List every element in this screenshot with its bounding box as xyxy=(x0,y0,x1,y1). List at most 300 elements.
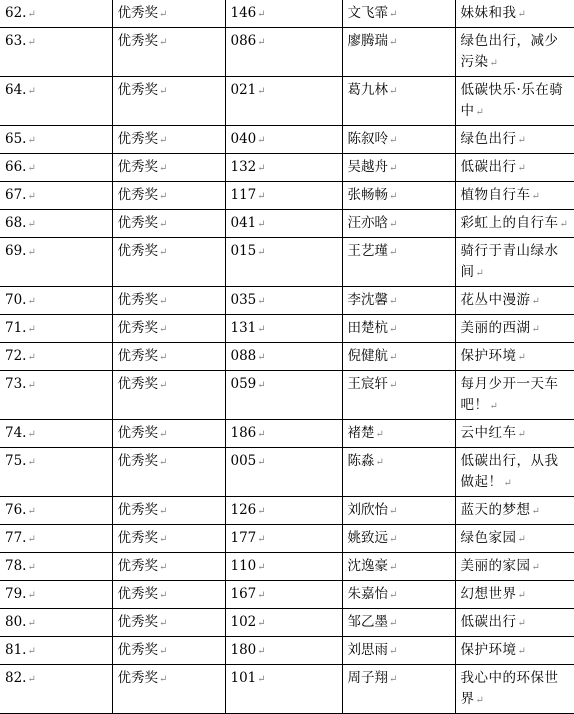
author-name: 张畅畅 xyxy=(347,187,388,203)
paragraph-mark-icon: ↵ xyxy=(159,534,168,545)
row-number: 82. xyxy=(5,670,27,686)
row-number-cell xyxy=(0,154,112,182)
title-cell xyxy=(455,154,574,182)
paragraph-mark-icon: ↵ xyxy=(389,191,398,202)
award-level: 优秀奖 xyxy=(117,320,158,336)
row-number-cell xyxy=(0,665,112,714)
paragraph-mark-icon: ↵ xyxy=(531,324,540,335)
award-level: 优秀奖 xyxy=(117,586,158,602)
code-cell xyxy=(225,343,342,371)
paragraph-mark-icon: ↵ xyxy=(517,135,526,146)
paragraph-mark-icon: ↵ xyxy=(257,324,266,335)
paragraph-mark-icon: ↵ xyxy=(257,352,266,363)
author-name: 刘思雨 xyxy=(347,642,388,658)
row-number-cell xyxy=(0,420,112,448)
row-number: 76. xyxy=(5,502,27,518)
paragraph-mark-icon: ↵ xyxy=(27,352,36,363)
table-row xyxy=(0,525,574,553)
table-row xyxy=(0,238,574,287)
author-name: 王宸轩 xyxy=(347,376,388,392)
paragraph-mark-icon: ↵ xyxy=(27,380,36,391)
title-cell xyxy=(455,77,574,126)
row-number: 80. xyxy=(5,614,27,630)
paragraph-mark-icon: ↵ xyxy=(489,58,498,69)
paragraph-mark-icon: ↵ xyxy=(257,534,266,545)
row-number-cell xyxy=(0,448,112,497)
paragraph-mark-icon: ↵ xyxy=(27,457,36,468)
author-name: 姚致远 xyxy=(347,530,388,546)
work-title: 绿色家园 xyxy=(460,530,517,546)
name-cell xyxy=(342,420,455,448)
title-cell xyxy=(455,581,574,609)
award-cell xyxy=(112,525,225,553)
entry-code: 117 xyxy=(230,187,257,203)
paragraph-mark-icon: ↵ xyxy=(389,135,398,146)
row-number: 77. xyxy=(5,530,27,546)
table-row xyxy=(0,609,574,637)
row-number-cell xyxy=(0,238,112,287)
paragraph-mark-icon: ↵ xyxy=(257,9,266,20)
table-row xyxy=(0,637,574,665)
paragraph-mark-icon: ↵ xyxy=(257,219,266,230)
paragraph-mark-icon: ↵ xyxy=(517,534,526,545)
author-name: 廖腾瑞 xyxy=(347,33,388,49)
name-cell xyxy=(342,665,455,714)
work-title: 美丽的家园 xyxy=(460,558,531,574)
table-row xyxy=(0,210,574,238)
entry-code: 126 xyxy=(230,502,257,518)
code-cell xyxy=(225,525,342,553)
entry-code: 041 xyxy=(230,215,257,231)
award-level: 优秀奖 xyxy=(117,131,158,147)
name-cell xyxy=(342,448,455,497)
paragraph-mark-icon: ↵ xyxy=(27,674,36,685)
award-level: 优秀奖 xyxy=(117,614,158,630)
paragraph-mark-icon: ↵ xyxy=(27,429,36,440)
paragraph-mark-icon: ↵ xyxy=(159,562,168,573)
work-title: 每月少开一天车吧！ xyxy=(460,376,559,413)
paragraph-mark-icon: ↵ xyxy=(389,9,398,20)
row-number-cell xyxy=(0,637,112,665)
work-title: 幻想世界 xyxy=(460,586,517,602)
paragraph-mark-icon: ↵ xyxy=(27,296,36,307)
code-cell xyxy=(225,28,342,77)
paragraph-mark-icon: ↵ xyxy=(27,646,36,657)
title-cell xyxy=(455,315,574,343)
row-number-cell xyxy=(0,315,112,343)
award-cell xyxy=(112,343,225,371)
award-level: 优秀奖 xyxy=(117,642,158,658)
award-cell xyxy=(112,371,225,420)
work-title: 妹妹和我 xyxy=(460,5,517,21)
table-row xyxy=(0,154,574,182)
table-row xyxy=(0,420,574,448)
author-name: 周子翔 xyxy=(347,670,388,686)
paragraph-mark-icon: ↵ xyxy=(27,9,36,20)
work-title: 低碳出行 xyxy=(460,159,517,175)
title-cell xyxy=(455,238,574,287)
paragraph-mark-icon: ↵ xyxy=(27,247,36,258)
award-cell xyxy=(112,581,225,609)
row-number-cell xyxy=(0,28,112,77)
title-cell xyxy=(455,287,574,315)
author-name: 田楚杭 xyxy=(347,320,388,336)
name-cell xyxy=(342,553,455,581)
entry-code: 110 xyxy=(230,558,257,574)
row-number: 74. xyxy=(5,425,27,441)
paragraph-mark-icon: ↵ xyxy=(27,219,36,230)
row-number: 70. xyxy=(5,292,27,308)
row-number-cell xyxy=(0,126,112,154)
entry-code: 177 xyxy=(230,530,257,546)
work-title: 保护环境 xyxy=(460,348,517,364)
award-cell xyxy=(112,28,225,77)
code-cell xyxy=(225,210,342,238)
row-number: 62. xyxy=(5,5,27,21)
code-cell xyxy=(225,665,342,714)
entry-code: 102 xyxy=(230,614,257,630)
row-number-cell xyxy=(0,581,112,609)
name-cell xyxy=(342,0,455,28)
row-number-cell xyxy=(0,497,112,525)
code-cell xyxy=(225,581,342,609)
paragraph-mark-icon: ↵ xyxy=(27,135,36,146)
paragraph-mark-icon: ↵ xyxy=(517,618,526,629)
award-level: 优秀奖 xyxy=(117,376,158,392)
table-row xyxy=(0,448,574,497)
title-cell xyxy=(455,371,574,420)
paragraph-mark-icon: ↵ xyxy=(389,646,398,657)
paragraph-mark-icon: ↵ xyxy=(257,37,266,48)
award-level: 优秀奖 xyxy=(117,425,158,441)
award-cell xyxy=(112,315,225,343)
row-number: 64. xyxy=(5,82,27,98)
award-cell xyxy=(112,553,225,581)
entry-code: 131 xyxy=(230,320,257,336)
name-cell xyxy=(342,609,455,637)
work-title: 我心中的环保世界 xyxy=(460,670,559,707)
paragraph-mark-icon: ↵ xyxy=(257,163,266,174)
code-cell xyxy=(225,315,342,343)
entry-code: 086 xyxy=(230,33,257,49)
author-name: 吴越舟 xyxy=(347,159,388,175)
award-cell xyxy=(112,448,225,497)
work-title: 绿色出行，减少污染 xyxy=(460,33,559,70)
paragraph-mark-icon: ↵ xyxy=(27,534,36,545)
award-cell xyxy=(112,609,225,637)
paragraph-mark-icon: ↵ xyxy=(257,86,266,97)
title-cell xyxy=(455,497,574,525)
paragraph-mark-icon: ↵ xyxy=(159,163,168,174)
code-cell xyxy=(225,0,342,28)
row-number: 73. xyxy=(5,376,27,392)
title-cell xyxy=(455,210,574,238)
row-number: 67. xyxy=(5,187,27,203)
row-number: 69. xyxy=(5,243,27,259)
row-number-cell xyxy=(0,287,112,315)
row-number: 72. xyxy=(5,348,27,364)
author-name: 褚楚 xyxy=(347,425,375,441)
row-number-cell xyxy=(0,553,112,581)
entry-code: 059 xyxy=(230,376,257,392)
award-cell xyxy=(112,637,225,665)
row-number-cell xyxy=(0,210,112,238)
paragraph-mark-icon: ↵ xyxy=(159,37,168,48)
paragraph-mark-icon: ↵ xyxy=(475,695,484,706)
table-row xyxy=(0,497,574,525)
paragraph-mark-icon: ↵ xyxy=(517,646,526,657)
row-number-cell xyxy=(0,77,112,126)
award-level: 优秀奖 xyxy=(117,159,158,175)
paragraph-mark-icon: ↵ xyxy=(159,135,168,146)
paragraph-mark-icon: ↵ xyxy=(159,219,168,230)
work-title: 保护环境 xyxy=(460,642,517,658)
paragraph-mark-icon: ↵ xyxy=(27,618,36,629)
paragraph-mark-icon: ↵ xyxy=(389,618,398,629)
paragraph-mark-icon: ↵ xyxy=(27,506,36,517)
award-cell xyxy=(112,77,225,126)
name-cell xyxy=(342,182,455,210)
work-title: 彩虹上的自行车 xyxy=(460,215,559,231)
name-cell xyxy=(342,126,455,154)
paragraph-mark-icon: ↵ xyxy=(389,247,398,258)
paragraph-mark-icon: ↵ xyxy=(27,86,36,97)
paragraph-mark-icon: ↵ xyxy=(389,163,398,174)
author-name: 李沈馨 xyxy=(347,292,388,308)
paragraph-mark-icon: ↵ xyxy=(489,401,498,412)
paragraph-mark-icon: ↵ xyxy=(159,86,168,97)
name-cell xyxy=(342,315,455,343)
name-cell xyxy=(342,154,455,182)
paragraph-mark-icon: ↵ xyxy=(531,506,540,517)
paragraph-mark-icon: ↵ xyxy=(517,352,526,363)
author-name: 刘欣怡 xyxy=(347,502,388,518)
author-name: 邹乙墨 xyxy=(347,614,388,630)
work-title: 低碳出行 xyxy=(460,614,517,630)
paragraph-mark-icon: ↵ xyxy=(257,590,266,601)
work-title: 花丛中漫游 xyxy=(460,292,531,308)
code-cell xyxy=(225,371,342,420)
table-row xyxy=(0,28,574,77)
title-cell xyxy=(455,126,574,154)
code-cell xyxy=(225,287,342,315)
author-name: 王艺瑾 xyxy=(347,243,388,259)
title-cell xyxy=(455,28,574,77)
author-name: 朱嘉怡 xyxy=(347,586,388,602)
paragraph-mark-icon: ↵ xyxy=(257,247,266,258)
paragraph-mark-icon: ↵ xyxy=(159,191,168,202)
table-row xyxy=(0,287,574,315)
award-level: 优秀奖 xyxy=(117,187,158,203)
title-cell xyxy=(455,553,574,581)
paragraph-mark-icon: ↵ xyxy=(159,618,168,629)
award-level: 优秀奖 xyxy=(117,530,158,546)
award-level: 优秀奖 xyxy=(117,215,158,231)
row-number: 81. xyxy=(5,642,27,658)
paragraph-mark-icon: ↵ xyxy=(27,163,36,174)
paragraph-mark-icon: ↵ xyxy=(27,191,36,202)
paragraph-mark-icon: ↵ xyxy=(159,674,168,685)
award-cell xyxy=(112,210,225,238)
paragraph-mark-icon: ↵ xyxy=(531,562,540,573)
author-name: 陈淼 xyxy=(347,453,375,469)
title-cell xyxy=(455,609,574,637)
row-number: 63. xyxy=(5,33,27,49)
entry-code: 167 xyxy=(230,586,257,602)
award-cell xyxy=(112,497,225,525)
paragraph-mark-icon: ↵ xyxy=(257,191,266,202)
paragraph-mark-icon: ↵ xyxy=(159,380,168,391)
award-cell xyxy=(112,238,225,287)
entry-code: 146 xyxy=(230,5,257,21)
paragraph-mark-icon: ↵ xyxy=(159,247,168,258)
paragraph-mark-icon: ↵ xyxy=(517,429,526,440)
table-row xyxy=(0,0,574,28)
paragraph-mark-icon: ↵ xyxy=(257,674,266,685)
name-cell xyxy=(342,28,455,77)
author-name: 文飞霏 xyxy=(347,5,388,21)
paragraph-mark-icon: ↵ xyxy=(257,380,266,391)
paragraph-mark-icon: ↵ xyxy=(257,296,266,307)
paragraph-mark-icon: ↵ xyxy=(375,429,384,440)
paragraph-mark-icon: ↵ xyxy=(257,429,266,440)
author-name: 汪亦晗 xyxy=(347,215,388,231)
code-cell xyxy=(225,553,342,581)
entry-code: 040 xyxy=(230,131,257,147)
title-cell xyxy=(455,0,574,28)
entry-code: 021 xyxy=(230,82,257,98)
code-cell xyxy=(225,497,342,525)
paragraph-mark-icon: ↵ xyxy=(517,9,526,20)
award-cell xyxy=(112,287,225,315)
title-cell xyxy=(455,525,574,553)
paragraph-mark-icon: ↵ xyxy=(475,107,484,118)
name-cell xyxy=(342,210,455,238)
paragraph-mark-icon: ↵ xyxy=(159,429,168,440)
table-row xyxy=(0,371,574,420)
title-cell xyxy=(455,637,574,665)
row-number-cell xyxy=(0,525,112,553)
paragraph-mark-icon: ↵ xyxy=(503,478,512,489)
code-cell xyxy=(225,420,342,448)
entry-code: 186 xyxy=(230,425,257,441)
paragraph-mark-icon: ↵ xyxy=(159,352,168,363)
title-cell xyxy=(455,343,574,371)
author-name: 倪健航 xyxy=(347,348,388,364)
award-level: 优秀奖 xyxy=(117,670,158,686)
author-name: 葛九林 xyxy=(347,82,388,98)
paragraph-mark-icon: ↵ xyxy=(389,506,398,517)
table-row xyxy=(0,553,574,581)
paragraph-mark-icon: ↵ xyxy=(531,296,540,307)
name-cell xyxy=(342,371,455,420)
work-title: 植物自行车 xyxy=(460,187,531,203)
code-cell xyxy=(225,126,342,154)
name-cell xyxy=(342,238,455,287)
title-cell xyxy=(455,420,574,448)
award-level: 优秀奖 xyxy=(117,33,158,49)
paragraph-mark-icon: ↵ xyxy=(389,352,398,363)
name-cell xyxy=(342,637,455,665)
award-cell xyxy=(112,126,225,154)
code-cell xyxy=(225,182,342,210)
code-cell xyxy=(225,154,342,182)
work-title: 美丽的西湖 xyxy=(460,320,531,336)
author-name: 沈逸豪 xyxy=(347,558,388,574)
work-title: 云中红车 xyxy=(460,425,517,441)
paragraph-mark-icon: ↵ xyxy=(159,590,168,601)
row-number: 66. xyxy=(5,159,27,175)
table-row xyxy=(0,77,574,126)
paragraph-mark-icon: ↵ xyxy=(389,380,398,391)
name-cell xyxy=(342,287,455,315)
paragraph-mark-icon: ↵ xyxy=(257,618,266,629)
row-number-cell xyxy=(0,609,112,637)
paragraph-mark-icon: ↵ xyxy=(389,296,398,307)
entry-code: 088 xyxy=(230,348,257,364)
paragraph-mark-icon: ↵ xyxy=(257,562,266,573)
code-cell xyxy=(225,637,342,665)
paragraph-mark-icon: ↵ xyxy=(389,219,398,230)
entry-code: 035 xyxy=(230,292,257,308)
paragraph-mark-icon: ↵ xyxy=(531,191,540,202)
work-title: 绿色出行 xyxy=(460,131,517,147)
name-cell xyxy=(342,343,455,371)
entry-code: 180 xyxy=(230,642,257,658)
paragraph-mark-icon: ↵ xyxy=(475,268,484,279)
award-cell xyxy=(112,154,225,182)
award-level: 优秀奖 xyxy=(117,558,158,574)
paragraph-mark-icon: ↵ xyxy=(257,646,266,657)
award-level: 优秀奖 xyxy=(117,5,158,21)
award-cell xyxy=(112,420,225,448)
award-level: 优秀奖 xyxy=(117,502,158,518)
row-number: 75. xyxy=(5,453,27,469)
award-cell xyxy=(112,665,225,714)
row-number: 79. xyxy=(5,586,27,602)
work-title: 低碳快乐·乐在骑中 xyxy=(460,82,564,119)
paragraph-mark-icon: ↵ xyxy=(517,163,526,174)
paragraph-mark-icon: ↵ xyxy=(257,135,266,146)
award-level: 优秀奖 xyxy=(117,292,158,308)
title-cell xyxy=(455,448,574,497)
row-number: 65. xyxy=(5,131,27,147)
row-number: 71. xyxy=(5,320,27,336)
paragraph-mark-icon: ↵ xyxy=(389,324,398,335)
paragraph-mark-icon: ↵ xyxy=(159,646,168,657)
entry-code: 005 xyxy=(230,453,257,469)
table-row xyxy=(0,581,574,609)
paragraph-mark-icon: ↵ xyxy=(159,506,168,517)
row-number: 68. xyxy=(5,215,27,231)
paragraph-mark-icon: ↵ xyxy=(389,86,398,97)
paragraph-mark-icon: ↵ xyxy=(389,590,398,601)
table-row xyxy=(0,343,574,371)
row-number-cell xyxy=(0,0,112,28)
paragraph-mark-icon: ↵ xyxy=(159,324,168,335)
paragraph-mark-icon: ↵ xyxy=(27,324,36,335)
row-number-cell xyxy=(0,371,112,420)
title-cell xyxy=(455,182,574,210)
code-cell xyxy=(225,77,342,126)
entry-code: 101 xyxy=(230,670,257,686)
award-level: 优秀奖 xyxy=(117,453,158,469)
row-number-cell xyxy=(0,182,112,210)
paragraph-mark-icon: ↵ xyxy=(257,506,266,517)
paragraph-mark-icon: ↵ xyxy=(159,9,168,20)
award-level: 优秀奖 xyxy=(117,82,158,98)
row-number-cell xyxy=(0,343,112,371)
